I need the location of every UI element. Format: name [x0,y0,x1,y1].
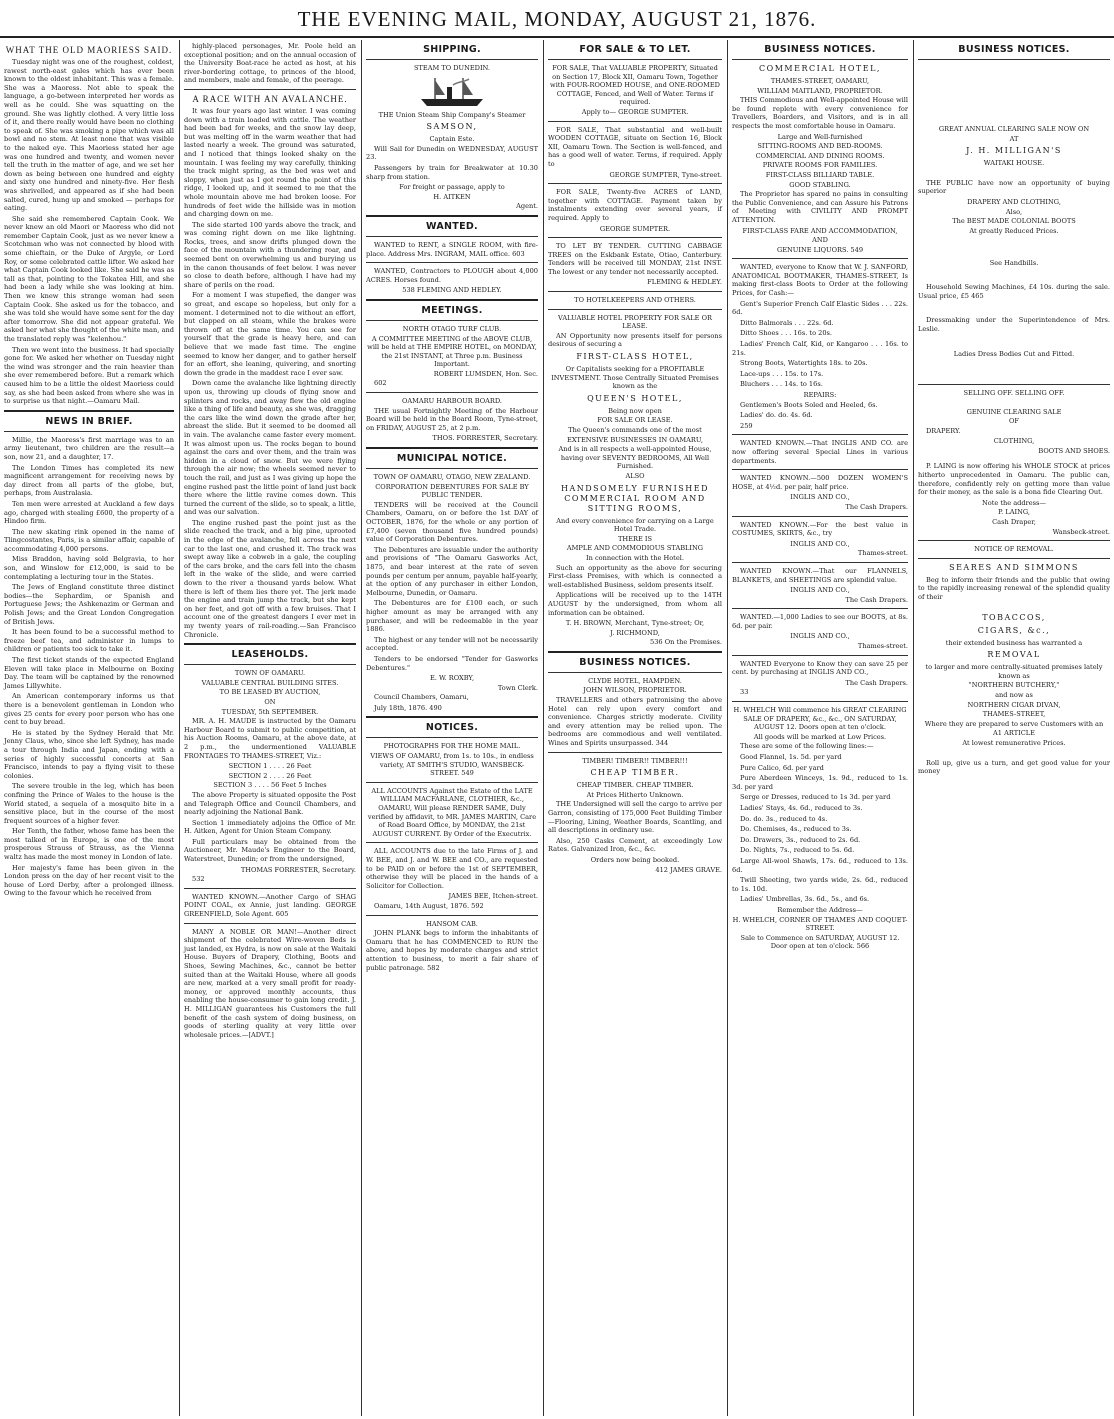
hotel-name: COMMERCIAL HOTEL, [759,64,881,73]
meeting-signature: ROBERT LUMSDEN, Hon. Sec. [433,369,538,378]
hotel-text: And every convenience for carrying on a Large Hotel Trade. [556,516,714,534]
news-item: The severe trouble in the leg, which has been confining the Prince of Wales to the house is the World stated, a sequela of a mosquito bite in a sensitive place, but in the course of the most frequent sources of a higher fever. [4,782,174,825]
store-text: THE PUBLIC have now an opportunity of buying superior [918,178,1110,196]
spacer [918,169,1110,179]
hotel-text: In connection with the Hotel. [586,553,684,562]
hotel-address: THAMES-STREET, OAMARU, [770,77,870,85]
business-notices-heading: BUSINESS NOTICES. [958,44,1070,55]
news-item: The London Times has completed its new magnificent arrangement for receiving news by day direct from all parts of the globe, but, perhaps, from Australasia. [4,463,174,498]
selling-line: GENUINE CLEARING SALE [966,407,1062,416]
proprietor-name: WILLIAM MAITLAND, PROPRIETOR. [757,86,883,95]
clearing-sale-advert: H. WHELCH Will commence his GREAT CLEARING SALE OF DRAPERY, &c., &c., ON SATURDAY, AUGUST 12. Doors open at ten o'clock. [733,706,907,732]
clerk-name: E. W. ROXBY, [429,674,475,683]
spacer [918,604,1110,610]
advert-number: 532 [192,875,205,884]
price-line: Ladies' do. do. 4s. 6d. [740,411,813,420]
clerk-title: Town Clerk. [497,683,538,692]
section-divider [548,752,722,753]
section-divider [732,469,908,470]
hotel-text: The Queen's commands one of the most [568,426,702,434]
section-divider [548,672,722,673]
sale-line: Remember the Address— [777,905,863,914]
steamer-company: THE Union Steam Ship Company's Steamer [378,110,526,119]
section-divider [918,59,1110,60]
hotel-line: AND [812,236,828,245]
selling-line: Note the address— [981,498,1047,507]
hotel-text: Such an opportunity as the above for securing First-class Premises, with which is connected a well-established Business, seldom presents itself. [548,563,722,589]
removal-line: At lowest remunerative Prices. [962,738,1066,747]
advert-signature: Thames-street. [857,642,908,651]
photo-title: PHOTOGRAPHS FOR THE HOME MAIL. [383,742,521,751]
section-line: SECTION 1 . . . . 26 Feet [228,762,312,771]
hotel-text: THIS Commodious and Well-appointed House will be found replete with every convenience for Travellers, Boarders, and Visitors, and is in all respects the most comfortable house in Oamaru. [732,96,908,130]
removal-line: NORTHERN CIGAR DIVAN, [967,700,1061,709]
sale-line: GREAT ANNUAL CLEARING SALE NOW ON [938,125,1090,133]
timber-line: CHEAP TIMBER. CHEAP TIMBER. [576,781,694,790]
proprietor-name: JOHN WILSON, PROPRIETOR. [583,686,687,695]
lease-line: TO BE LEASED BY AUCTION, [219,688,321,697]
price-line: Gent's Superior French Calf Elastic Sides . . . 22s. 6d. [732,299,908,317]
advert-signature: INGLIS AND CO., [790,586,850,595]
steamship-icon [417,75,487,109]
news-item: The Jews of England constitute three distinct bodies—the Sephardim, or Spanish and Portuguese Jews; the Ashkenazim or German and Polish Jews; and the Great London Congregation of British Jews. [4,583,174,626]
hotel-line: GENUINE LIQUORS. 549 [776,245,864,254]
hotel-text: The Proprietor has spared no pains in consulting the Public Convenience, and can Assure his Patrons of Meeting with CIVILITY AND PROMPT ATTENTION. [732,190,908,224]
masthead: THE EVENING MAIL, MONDAY, AUGUST 21, 1876. [297,7,817,31]
removal-text: Beg to inform their friends and the public that owing to the rapidly increasing renewal of the splendid quality of their [918,575,1110,601]
removal-text: Roll up, give us a turn, and get good value for your money [918,758,1110,776]
advert-number: 259 [740,421,753,430]
sale-item: Ladies' Umbrellas, 3s. 6d., 5s., and 6s. [740,895,870,904]
section-divider [184,664,356,665]
selling-line: BOOTS AND SHOES. [1038,446,1110,455]
section-divider [184,923,356,924]
wanted-advert: WANTED KNOWN.—For the best value in COSTUMES, SKIRTS, &c., try [732,520,908,538]
masthead-rule [0,36,1114,38]
article-paragraph: Down came the avalanche like lightning directly upon us, throwing up clouds of flying snow and splinters and rocks, and away flew the old engine like a thing of life and beauty, as she was, dragging the cars like the wind down the grade after her, abreast the slide. But it seemed to be doomed all in vain. The avalanche came faster every moment. It was almost upon us. The rocks began to bound against the cars and over them, and the train was hidden in a cloud of snow. But we were flying through the air now; the wheels seemed never to touch the rail, and just as I was giving up hope the engine rushed past the little point of land just back there where the little ravine comes down. This turned the current of the slide, so to speak, a little, and was our salvation. [184,379,356,517]
section-divider [918,540,1110,541]
price-line: Ladies' French Calf, Kid, or Kangaroo . . . 16s. to 21s. [732,340,908,357]
advert-number: 602 [374,379,387,388]
hotel-contact: J. RICHMOND, [610,628,660,637]
column-4 [544,40,726,1418]
photo-advert: VIEWS OF OAMARU, from 1s. to 10s., in endless variety, AT SMITH'S STUDIO, WANSBECK-STREET. 549 [370,752,534,778]
wanted-advert: WANTED KNOWN.—That INGLIS AND CO. are now offering several Special Lines in various departments. [732,439,908,465]
price-line: Gentlemen's Boots Soled and Heeled, 6s. [740,400,878,409]
sailing-notice: Will Sail for Dunedin on WEDNESDAY, AUGUST 23. [366,144,538,162]
price-line: Ditto Balmorals . . . 22s. 6d. [740,318,834,327]
section-divider [366,236,538,237]
hotel-line: PRIVATE ROOMS FOR FAMILIES. [762,161,878,170]
estate-notice: ALL ACCOUNTS Against the Estate of the LATE WILLIAM MACFARLANE, CLOTHIER, &c., OAMARU, Will please RENDER SAME, Duly verified by affidavit, to MR. JAMES MARTIN, Care of Road Board Office, by MONDAY, the 21st AUGUST CURRENT. By Order of the Executrix. [367,786,537,838]
notice-signature: JAMES BEE, Itchen-street. [448,892,538,901]
removal-line: THAMES-STREET, [982,710,1046,719]
news-item: Her majesty's fame has been given in the London press on the day of her recent visit to the house of Lord Derby, after a prolonged illness. Owing to the favour which he received from [4,863,174,898]
section-divider [366,299,538,301]
removal-line: TOBACCOS, [982,612,1046,622]
store-line: Also, [1005,207,1023,216]
sale-line: All goods will be marked at Low Prices. [753,732,887,741]
store-line: DRAPERY AND CLOTHING, [967,197,1061,206]
article-paragraph: It was four years ago last winter. I was coming down with a train loaded with cattle. The weather had been bad for weeks, and the snow lay deep, but was melting off in the warm weather that had lasted nearly a week. The ground was saturated, and I noticed that things looked shaky on the mountain. I was feeling my way carefully, thinking the track might spring, as the bed was wet and sloppy, when just as I got round the point of this ridge, I looked up, and it seemed to me that the whole mountain above me had broken loose. For hundreds of feet wide the hillside was in motion and charging down on me. [184,106,356,219]
selling-line: DRAPERY. [926,426,961,435]
auction-text: Section 1 immediately adjoins the Office of Mr. H. Aitken, Agent for Union Steam Company. [184,818,356,836]
section-line: SECTION 3 . . . . 56 Feet 5 Inches [213,781,327,790]
lease-line: ON [264,697,276,706]
business-notices-heading: BUSINESS NOTICES. [764,44,876,55]
removal-line: CIGARS, &c., [977,625,1051,635]
hotel-title: TO HOTELKEEPERS AND OTHERS. [574,296,696,305]
hotel-name: QUEEN'S HOTEL, [587,393,683,403]
hotel-line: EXTENSIVE BUSINESSES IN OAMARU, [567,435,703,444]
steamer-name: SAMSON, [426,122,478,132]
section-divider [732,608,908,609]
advert-signature: The Cash Drapers. [845,678,908,687]
business-notices-heading: BUSINESS NOTICES. [579,656,691,668]
selling-line: SELLING OFF. SELLING OFF. [963,388,1065,397]
advert-signature: GEORGE SUMPTER, Tyne-street. [609,170,722,179]
hotel-text: TRAVELLERS and others patronising the above Hotel can rely upon every comfort and convenience. Charges strictly moderate. Civility and every attention may be relied upon. The bedrooms are commodious and well ventilated. Wines and Spirits unsurpassed. 344 [548,696,722,748]
leaseholds-heading: LEASEHOLDS. [231,649,309,661]
section-divider [548,237,722,238]
removal-line: REMOVAL [987,650,1041,660]
store-line: At greatly Reduced Prices. [969,226,1059,235]
selling-line: OF [1009,417,1019,426]
auction-signature: THOMAS FORRESTER, Secretary. [240,865,356,874]
section-divider [4,431,174,432]
section-divider [366,915,538,916]
timber-line: CHEAP TIMBER. [590,768,680,778]
sale-item: Large All-wool Shawls, 17s. 6d., reduced to 13s. 6d. [732,856,908,874]
section-divider [184,888,356,889]
selling-line: CLOTHING, [993,437,1035,446]
cab-advert: JOHN PLANK begs to inform the inhabitants of Oamaru that he has COMMENCED to RUN the above, and hopes by moderate charges and strict attention to business, to merit a fair share of public patronage. 582 [366,929,538,972]
hotel-line: FOR SALE OR LEASE. [597,416,673,425]
lease-line: TUESDAY, 5th SEPTEMBER. [221,707,319,716]
sale-item: Serge or Dresses, reduced to 1s 3d. per yard [740,793,891,802]
hotel-text: AN Opportunity now presents itself for persons desirous of securing a [548,331,722,349]
meeting-notice: A COMMITTEE MEETING of the ABOVE CLUB, will be held at THE EMPIRE HOTEL, on MONDAY, the 21st INSTANT, at Three p.m. Business Important. [367,334,537,369]
advert-signature: INGLIS AND CO., [790,632,850,641]
club-name: NORTH OTAGO TURF CLUB. [402,324,502,333]
repairs-title: REPAIRS: [803,391,837,399]
hotel-line: THERE IS [618,534,652,543]
hotel-contact: T. H. BROWN, Merchant, Tyne-street; Or, [565,619,705,628]
store-line: Ladies Dress Bodies Cut and Fitted. [953,350,1075,359]
article-paragraph: The engine rushed past the point just as the slide reached the track, and a big pine, uprooted in the edge of the avalanche, fell across the next car to the last one, and crushed it. The track was swept away like a cobweb in a gale, the coupling of the cars broke, and the cars fell into the chasm left in the wake of the slide, and were carried down to the river a thousand yards below. What there is left of them lies there yet. The jerk made the engine and train jump the track, but she kept on her feet, and got off with a few bruises. That I account one of the greatest dangers I ever met in my twenty years of rail-roading.—San Francisco Chronicle. [184,518,356,639]
shipping-heading: SHIPPING. [423,44,481,55]
timber-line: At Prices Hitherto Unknown. [586,790,684,799]
debenture-text: The highest or any tender will not be necessarily accepted. [366,635,538,653]
removal-line: to larger and more centrally-situated premises lately known as [925,663,1103,680]
hotel-line: AMPLE AND COMMODIOUS STABLING [566,544,704,553]
sale-line: These are some of the following lines:— [740,742,874,751]
auction-text: The above Property is situated opposite the Post and Telegraph Office and Council Chambers, and nearly adjoining the National Bank. [184,790,356,817]
captain-name: Captain Este. [429,135,475,144]
sale-item: Do. Chemises, 4s., reduced to 3s. [740,825,852,834]
wanted-advert: WANTED KNOWN.—500 DOZEN WOMEN'S HOSE, at 4½d. per pair, half price. [732,474,908,491]
advert-signature: 538 FLEMING AND HEDLEY. [402,286,502,295]
hotel-text: And is in all respects a well-appointed House, having over SEVENTY BEDROOMS, All Well Furnished. [558,445,712,471]
sale-advert: FOR SALE, That substantial and well-built WOODEN COTTAGE, situate on Section 16, Block XII, Oamaru Town. The Section is well-fenced, and has a good well of water. Terms, if required. Apply to [548,125,722,168]
section-divider [366,782,538,783]
sale-item: Do. Drawers, 3s., reduced to 2s. 6d. [740,835,861,844]
sale-advert: FOR SALE, Twenty-five ACRES of LAND, together with COTTAGE. Payment taken by instalments extending over several years, if required. Apply to [548,188,722,222]
sale-item: Twill Sheeting, two yards wide, 2s. 6d., reduced to 1s. 10d. [732,876,908,893]
article-paragraph: highly-placed personages, Mr. Poole held an exceptional position; and on the annual occasion of the University Boat-race he acted as host, at his river-bordering cottage, to princes of the blood, and members, male and female, of the peerage. [184,42,356,85]
notice-date: July 18th, 1876. 490 [374,703,442,712]
price-line: Ditto Shoes . . . 16s. to 20s. [740,329,833,338]
spacer [918,269,1110,283]
news-item: Her Tenth, the father, whose fame has been the most talked of in Europe, is one of the most prosperous Strauss of Strauss, as the Vienna waltz has made the most money in London of late. [4,827,174,862]
hotel-line: SITTING-ROOMS AND BED-ROOMS. [757,142,883,151]
spacer [918,360,1110,380]
notices-heading: NOTICES. [425,722,479,734]
price-line: Lace-ups . . . 15s. to 17s. [740,369,824,378]
section-divider [366,468,538,469]
news-item: Ten men were arrested at Auckland a few days ago, charged with stealing £600, the property of a Hindoo firm. [4,499,174,526]
section-divider [366,447,538,449]
hotel-line: FIRST-CLASS HOTEL, [576,352,694,362]
debenture-text: The Debentures are for £100 each, or such higher amount as may be arranged with any purchaser, and will be redeemable in the year 1886. [366,599,538,634]
section-divider [548,291,722,292]
removal-line: A1 ARTICLE [993,729,1035,738]
hotel-contact: 536 On the Premises. [650,638,722,647]
selling-line: P. LAING, [998,508,1030,517]
section-divider [366,716,538,718]
article-heading: A RACE WITH AN AVALANCHE. [192,93,348,104]
timber-title: TIMBER! TIMBER!! TIMBER!!! [582,756,688,765]
news-item: The first ticket stands of the expected England Eleven will take place in Melbourne on Boxing Day. The team will be captained by the renowned James Lillywhite. [4,656,174,690]
selling-line: Cash Draper, [992,518,1036,527]
advert-signature: INGLIS AND CO., [790,493,850,502]
selling-line: Wansbeck-street. [1052,527,1110,536]
passenger-notice: Passengers by train for Breakwater at 10.30 sharp from station. [366,163,538,181]
article-paragraph: The side started 100 yards above the track, and was coming right down on me like lightning. Rocks, trees, and snow drifts plunged down the face of the mountain with a thundering roar, and seemed bent on overwhelming us and burying us in the canon thousands of feet below. I was never so close to death before, although I have had my share of perils on the road. [184,220,356,289]
section-divider [548,59,722,60]
section-divider [732,59,908,60]
wanted-heading: WANTED. [426,220,478,232]
spacer [918,236,1110,258]
spacer [918,335,1110,349]
store-text: Dressmaking under the Superintendence of Mrs. Leslie. [918,316,1110,333]
advert-signature: FLEMING & HEDLEY. [647,278,722,287]
column-2 [180,40,360,1418]
section-divider [548,309,722,310]
sale-item: Good Flannel, 1s. 5d. per yard [740,753,842,761]
debenture-text: Tenders to be endorsed "Tender for Gasworks Debentures." [366,654,538,672]
section-divider [918,558,1110,559]
section-divider [366,842,538,843]
section-divider [548,651,722,653]
selling-text: P. LAING is now offering his WHOLE STOCK at prices hitherto unprecedented in Oamaru. The public can, therefore, confidently rely on getting more than value for their money, as the sale is a bona fide Clearing Out. [918,462,1110,497]
news-item: Millie, the Maoress's first marriage was to an army lieutenant, two children are the result—a son, now 21, and a daughter, 17. [4,435,174,461]
removal-line: Where they are prepared to serve Customers with an [924,719,1104,728]
meeting-signature: THOS. FORRESTER, Secretary. [432,434,538,443]
hotel-name: CLYDE HOTEL, HAMPDEN. [588,676,682,685]
auction-text: Full particulars may be obtained from the Auctioneer, Mr. Maude's Engineer to the Board, Waterstreet, Dunedin; or from the undersigned, [184,837,356,864]
advert-signature: Apply to— GEORGE SUMPTER. [581,107,689,116]
advert-signature: 412 JAMES GRAVE. [655,865,722,874]
store-name: WAITAKI HOUSE. [983,159,1045,168]
price-line: Strong Boots, Watertights 18s. to 20s. [740,359,868,368]
article-heading: WHAT THE OLD MAORIESS SAID. [5,45,173,55]
store-line: The BEST MADE COLONIAL BOOTS [952,217,1076,226]
news-item: Miss Braddon, having sold Belgravia, to her son, and Winslow for £12,000, is said to be contemplating a lecturing tour in the States. [4,555,174,581]
debenture-title: CORPORATION DEBENTURES FOR SALE BY PUBLIC TENDER. [375,482,529,500]
section-divider [366,320,538,321]
meetings-heading: MEETINGS. [421,304,483,316]
section-divider [4,410,174,412]
hotel-line: HANDSOMELY FURNISHED COMMERCIAL ROOM AND SITTING ROOMS, [560,483,710,513]
auction-text: MR. A. H. MAUDE is instructed by the Oamaru Harbour Board to submit to public competition, at his Auction Rooms, Oamaru, at the above date, at 2 p.m., the undermentioned VALUABLE FRONTAGES TO THAMES-STREET, Viz.: [184,717,356,760]
sale-line: H. WHELCH, CORNER OF THAMES AND COQUET-STREET. [732,915,908,933]
column-1 [0,40,178,1418]
debenture-text: TENDERS will be received at the Council Chambers, Oamaru, on or before the 1st DAY of OCTOBER, 1876, for the whole or any portion of £7,400 (seven thousand five hundred pounds) value of Corporation Debentures. [366,500,538,544]
section-divider [184,643,356,645]
hotel-line: GOOD STABLING. [789,180,851,189]
section-divider [732,258,908,259]
sale-item: Pure Aberdeen Winceys, 1s. 9d., reduced to 1s. 3d. per yard [732,774,908,791]
news-item: It has been found to be a successful method to freeze beef tea, and administer in lumps to children or patients too sick to take it. [4,628,174,654]
tender-advert: TO LET BY TENDER. CUTTING CABBAGE TREES on the Eskbank Estate, Otiao, Canterbury. Tenders will be received till MONDAY, 21st INST. The lowest or any tender not necessarily accepted. [548,242,722,276]
municipal-heading: MUNICIPAL NOTICE. [396,453,508,465]
accounts-notice: ALL ACCOUNTS due to the late Firms of J. and W. BEE, and J. and W. BEE and CO., are requested to be PAID on or before the 1st of SEPTEMBER, otherwise they will be placed in the hands of a Solicitor for Collection. [366,847,538,890]
town-name: TOWN OF OAMARU, OTAGO, NEW ZEALAND. [373,473,531,482]
section-divider [548,183,722,184]
section-divider [548,121,722,122]
section-divider [732,655,908,656]
section-line: SECTION 2 . . . . 26 Feet [228,771,312,780]
article-paragraph: For a moment I was stupefied, the danger was so great, and escape so hopeless, but only for a moment. I determined not to die without an effort, but clapped on all steam, while the brakes were thrown off at the same time. You can see for yourself that the grade is heavy here, and can believe that we made fast time. The engine seemed to know her danger, and to gather herself for an effort, she leaning, quivering, and snorting down the grade in the maddest race I ever saw. [184,291,356,377]
notice-date: Oamaru, 14th August, 1876. 592 [374,901,484,910]
news-item: An American contemporary informs us that there is a benevolent gentleman in London who gives 25 cents for every poor person who has one cent to buy bread. [4,692,174,727]
timber-text: THE Undersigned will sell the cargo to arrive per Garron, consisting of 175,000 Feet Building Timber—Flooring, Lining, Weather Boards, Scantling, and all descriptions in ordinary use. [548,800,722,835]
board-name: OAMARU HARBOUR BOARD. [401,397,502,406]
agent-name: H. AITKEN [433,192,471,201]
section-divider [918,384,1110,385]
price-line: Bluchers . . . 14s. to 16s. [740,380,823,389]
column-3 [362,40,542,1418]
section-divider [732,516,908,517]
spacer [918,64,1110,124]
removal-line: their extended business has warranted a [945,638,1083,647]
timber-text: Also, 250 Casks Cement, at exceedingly Low Rates. Galvanized Iron, &c., &c. [548,836,722,854]
section-divider [366,215,538,217]
column-6 [914,40,1114,1418]
hotel-line: FIRST-CLASS BILLIARD TABLE. [765,170,875,179]
article-paragraph: She said she remembered Captain Cook. We never knew an old Maori or Maoress who did not remember Captain Cook, just as we never knew a Scotchman who was not connected by blood with some chieftain, or the Duke of Argyle, or Lord Roy, or some celebrated cattle lifter. We asked her what Captain Cook looked like. She said he was as tall as that, pointing to the Tokatea Hill, and she had been a lady while she was looking at him. Then we knew this strange woman had seen Captain Cook. She asked us for the tobacco, and she was told she would have some sent for the day after tomorrow. She did not appear grateful. We asked her what she thought of the white man, and the translated reply was "kelenhou." [4,214,174,343]
wanted-advert: WANTED.—1,000 Ladies to see our BOOTS, at 8s. 6d. per pair. [732,613,908,630]
hotel-line: COMMERCIAL AND DINING ROOMS. [755,151,885,160]
sale-item: Do. Nights, 7s., reduced to 5s. 6d. [740,846,855,855]
lease-line: VALUABLE CENTRAL BUILDING SITES. [201,678,339,687]
spacer [918,399,1110,407]
debenture-text: The Debentures are issuable under the authority and provisions of "The Oamaru Gasworks Act, 1875, and bear interest at the rate of seven pounds per centum per annum, payable half-yearly, at the option of any purchaser in either London, Melbourne, Dunedin, or Oamaru. [366,545,538,597]
store-owner: J. H. MILLIGAN'S [966,146,1062,156]
hotel-line: Large and Well-furnished [777,132,863,141]
news-heading: NEWS IN BRIEF. [45,415,133,427]
for-sale-heading: FOR SALE & TO LET. [579,44,691,55]
sale-item: Pure Calico, 6d. per yard [740,763,824,772]
hotel-line: FIRST-CLASS FARE AND ACCOMMODATION, [742,226,898,235]
advert-signature: The Cash Drapers. [845,595,908,604]
advert-signature: Thames-street. [857,549,908,558]
advert-signature: INGLIS AND CO., [790,539,850,548]
section-divider [732,434,908,435]
bootmaker-advert: WANTED, everyone to Know that W. J. SANFORD, ANATOMICAL BOOTMAKER, THAMES-STREET, Is making first-class Boots to Order at the following Prices, for Cash:— [732,263,908,298]
article-paragraph: Tuesday night was one of the roughest, coldest, rawest north-east gales which has ever been known to the oldest inhabitant. This was a female. She was a Maoress. Not able to speak the language, a go-between interpreted her words as well as he could. She was squatting on the ground. She was lightly clothed. A very little loss of it, and there really would have been no clothing to speak of. She was smoking a pipe which was all bowl and no stem. At least none that was visible to the naked eye. This Maoriess stated her age was one hundred and twenty, and women never tell the truth in the matter of age, and we set her down as being between one hundred and eighty and sixty one hundred and ninety-five. Her flesh was shrivelled, and appeared as if she had been salted, cured, hung up and smoked — perhaps for eating. [4,58,174,213]
section-divider [366,392,538,393]
firm-name: SEARES AND SIMMONS [949,562,1079,572]
sale-item: Do. do. 3s., reduced to 4s. [740,814,828,823]
wanted-advert: WANTED KNOWN.—That our FLANNELS, BLANKETS, and SHEETINGS are splendid value. [732,566,908,584]
section-divider [732,701,908,702]
meeting-notice: THE usual Fortnightly Meeting of the Harbour Board will be held in the Board Room, Tyne-street, on FRIDAY, AUGUST 25, at 2 p.m. [366,406,538,432]
sale-line: Sale to Commence on SATURDAY, AUGUST 12. Door open at ten o'clock. 566 [740,933,900,951]
council-line: Council Chambers, Oamaru, [374,693,469,702]
advert-signature: The Cash Drapers. [845,502,908,511]
column-5 [728,40,912,1418]
section-divider [732,562,908,563]
article-paragraph: Then we went into the business. It had specially gone for. We asked her whether on Tuesday night the wind was stronger and the rain heavier than she ever remembered before. But a remark which caused him to be a little the oldest Maoriess could say, as she had been asked from where she was in to surprise us that night.—Oamaru Mail. [4,345,174,406]
news-item: The new skating rink opened in the name of Tlingcostantes, Paris, is a similar affair, capable of accommodating 4,000 persons. [4,527,174,553]
sale-line: AT [1009,134,1019,143]
hotel-text: Applications will be received up to the 14TH AUGUST by the undersigned, from whom all information can be obtained. [548,591,722,617]
spacer [918,749,1110,759]
removal-line: and now as [995,690,1033,699]
spacer [918,302,1110,316]
wanted-advert: WANTED Everyone to Know they can save 25 per cent. by purchasing at INGLIS AND CO., [732,659,908,677]
section-divider [184,89,356,90]
removal-title: NOTICE OF REMOVAL. [974,545,1054,554]
sale-advert: FOR SALE, That VALUABLE PROPERTY, Situated on Section 17, Block XII, Oamaru Town, Together with FOUR-ROOMED HOUSE, and ONE-ROOMED COTTAGE, Fenced, and Well of Water. Terms if required. [550,64,720,107]
store-text: Household Sewing Machines, £4 10s. during the sale. Usual price, £5 465 [918,282,1110,300]
advert-signature: GEORGE SUMPTER. [599,224,671,233]
hotel-text: Or Capitalists seeking for a PROFITABLE INVESTMENT. Those Centrally Situated Premises known as the [551,365,719,391]
wanted-advert: WANTED, Contractors to PLOUGH about 4,000 ACRES. Horses found. [366,267,538,284]
hotel-subtitle: VALUABLE HOTEL PROPERTY FOR SALE OR LEASE. [558,313,712,331]
freight-notice: For freight or passage, apply to [399,183,505,192]
advert-number: 33 [740,688,749,697]
agent-title: Agent. [516,202,538,211]
removal-line: "NORTHERN BUTCHERY," [968,681,1060,690]
section-divider [366,737,538,738]
section-divider [366,59,538,60]
wanted-advert: WANTED to RENT, a SINGLE ROOM, with fire-place. Address Mrs. INGRAM, MAIL office. 603 [366,240,538,258]
store-line: See Handbills. [989,259,1039,268]
news-item: He is stated by the Sydney Herald that Mr. Jenny Claus, who, since she left Sydney, has made a tour through India and Japan, ending with a series of highly successful concerts at San Francisco, intends to pay a flying visit to these colonies. [4,728,174,780]
hotel-text: Being now open [608,406,662,415]
lease-line: TOWN OF OAMARU. [234,669,306,678]
timber-text: Orders now being booked. [590,855,680,864]
wanted-advert: WANTED KNOWN.—Another Cargo of SHAG POINT COAL, ex Annie, just landing. GEORGE GREENFIELD, Sole Agent. 605 [184,892,356,919]
section-divider [366,262,538,263]
hotel-line: ALSO [625,471,645,480]
steam-line: STEAM TO DUNEDIN. [414,64,490,72]
sale-item: Ladies' Stays, 4s. 6d., reduced to 3s. [740,803,863,812]
advertisement-text: MANY A NOBLE OR MAN!—Another direct shipment of the celebrated Wire-woven Beds is just landed, ex Hydra, is now on sale at the Waitaki House. Buyers of Drapery, Clothing, Boots and Shoes, Sewing Machines, &c., cannot be better suited than at the Waitaki House, where all goods are new, marked at a very small profit for ready-money, or approved monthly accounts, thus enabling the house-consumer to gain long credit. J. H. MILLIGAN guarantees his Customers the full benefit of the cash system of doing business, on goods of sterling quality at very little over wholesale prices.—[ADVT.] [184,927,356,1039]
cab-title: HANSOM CAB. [426,919,478,928]
